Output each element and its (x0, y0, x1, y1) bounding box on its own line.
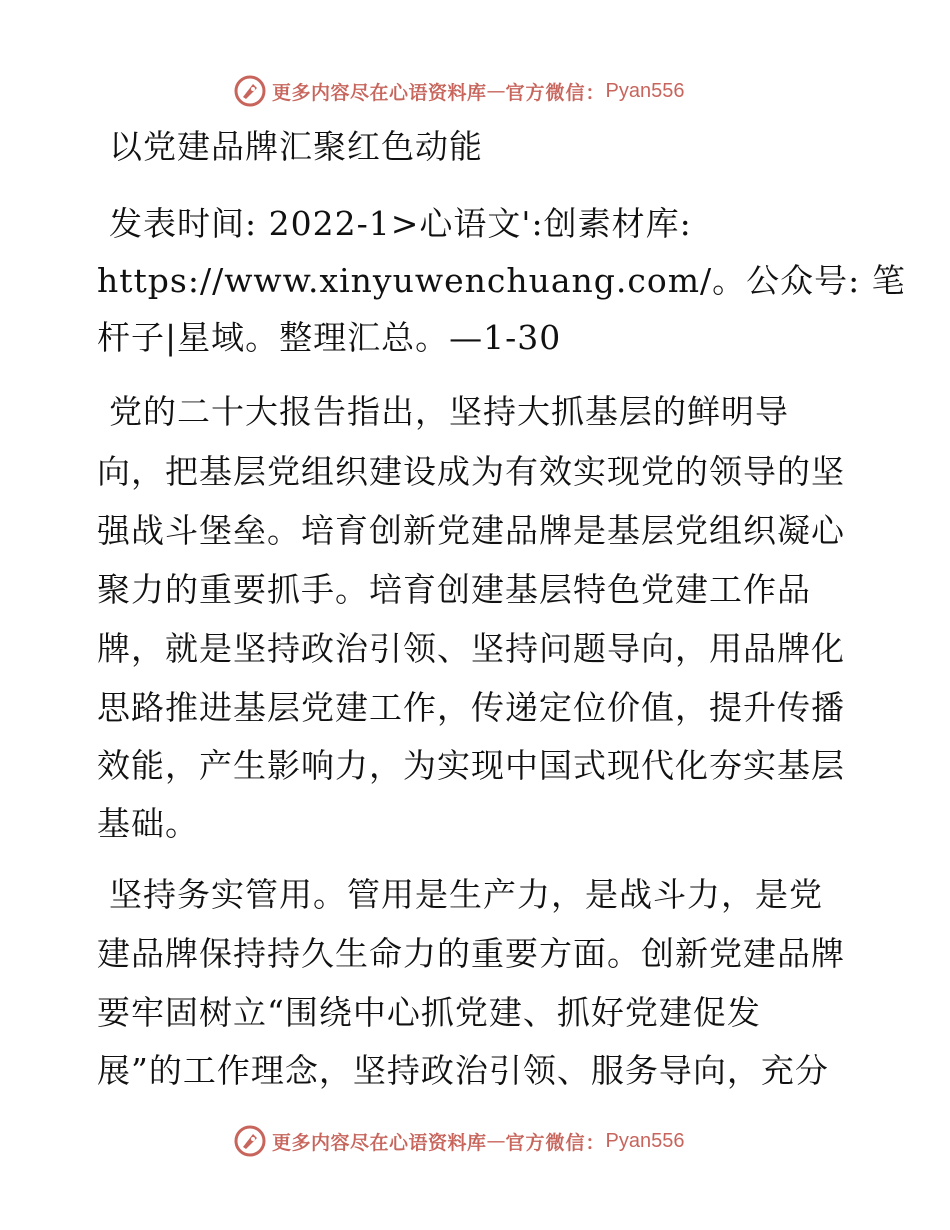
banner-dash: — (486, 80, 506, 102)
paragraph-2-line: 建品牌保持持久生命力的重要方面。创新党建品牌 (97, 934, 845, 973)
paragraph-1-line: 效能，产生影响力，为实现中国式现代化夯实基层 (97, 746, 845, 785)
paragraph-2-line: 坚持务实管用。管用是生产力，是战斗力，是党 (109, 875, 823, 914)
meta-line-1: 发表时间: 2022-1>心语文':创素材库: (109, 204, 692, 243)
paragraph-1-line: 基础。 (97, 804, 199, 843)
banner-wechat-id: Pyan556 (605, 79, 685, 102)
pen-nib-logo-icon (234, 1125, 266, 1157)
pen-nib-logo-icon (234, 75, 266, 107)
banner-dash: — (486, 1130, 506, 1152)
footer-banner (234, 1121, 685, 1161)
meta-line-3: 杆子|星域。整理汇总。—1-30 (97, 318, 562, 357)
paragraph-1-line: 思路推进基层党建工作，传递定位价值，提升传播 (97, 688, 845, 727)
banner-main-text: 更多内容尽在心语资料库 (272, 81, 487, 104)
paragraph-1-line: 向，把基层党组织建设成为有效实现党的领导的坚 (97, 452, 845, 491)
document-title: 以党建品牌汇聚红色动能 (109, 127, 483, 166)
paragraph-2-line: 展”的工作理念，坚持政治引领、服务导向，充分 (97, 1051, 829, 1090)
header-banner (234, 71, 685, 111)
paragraph-2-line: 要牢固树立“围绕中心抓党建、抓好党建促发 (97, 993, 761, 1032)
paragraph-1-line: 党的二十大报告指出，坚持大抓基层的鲜明导 (109, 392, 789, 431)
banner-wechat-id: Pyan556 (605, 1129, 685, 1152)
banner-wechat-label: 官方微信： (505, 1131, 606, 1154)
meta-line-2: https://www.xinyuwenchuang.com/。公众号: 笔 (97, 261, 906, 300)
banner-main-text: 更多内容尽在心语资料库 (272, 1131, 487, 1154)
paragraph-1-line: 强战斗堡垒。培育创新党建品牌是基层党组织凝心 (97, 511, 845, 550)
banner-wechat-label: 官方微信： (505, 81, 606, 104)
paragraph-1-line: 聚力的重要抓手。培育创建基层特色党建工作品 (97, 570, 811, 609)
paragraph-1-line: 牌，就是坚持政治引领、坚持问题导向，用品牌化 (97, 629, 845, 668)
